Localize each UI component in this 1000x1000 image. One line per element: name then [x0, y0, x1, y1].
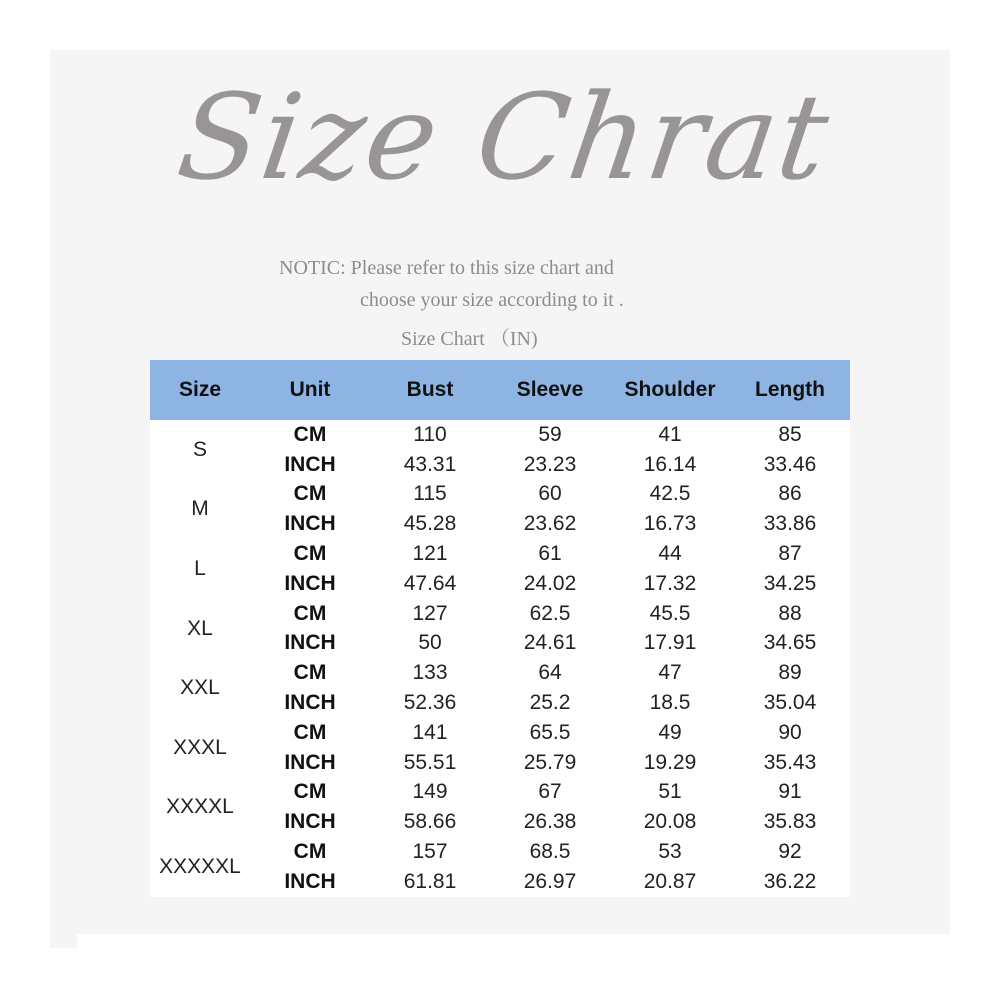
sleeve-cell: 62.5	[529, 601, 571, 625]
sleeve-cell: 23.23	[523, 452, 577, 476]
table-row	[150, 867, 850, 897]
length-cell: 36.22	[763, 869, 817, 893]
bust-cell: 50	[418, 631, 442, 655]
table-row	[150, 688, 850, 718]
unit-cell: INCH	[284, 869, 336, 893]
length-cell: 89	[778, 661, 802, 685]
size-label-cell: XXXL	[173, 735, 227, 759]
bust-cell: 55.51	[403, 750, 457, 774]
shoulder-cell: 19.29	[643, 750, 697, 774]
length-cell: 92	[778, 840, 802, 864]
length-cell: 35.83	[763, 810, 817, 834]
unit-cell: CM	[293, 542, 327, 566]
sleeve-cell: 60	[538, 482, 562, 506]
unit-cell: CM	[293, 661, 327, 685]
header-size: Size	[150, 360, 250, 420]
bust-cell: 141	[412, 720, 448, 744]
bust-cell: 110	[413, 422, 447, 446]
sleeve-cell: 68.5	[529, 840, 571, 864]
table-row	[150, 837, 850, 867]
shoulder-cell: 45.5	[649, 601, 691, 625]
size-table	[150, 360, 850, 897]
size-label-cell: M	[191, 497, 209, 521]
bust-cell: 47.64	[403, 571, 457, 595]
bust-cell: 121	[412, 542, 448, 566]
length-cell: 33.46	[763, 452, 817, 476]
table-header-row	[150, 360, 850, 420]
bottom-strip	[77, 934, 950, 948]
table-body	[150, 420, 850, 897]
unit-cell: CM	[293, 720, 327, 744]
notice-line-2: choose your size according to it .	[360, 289, 624, 311]
length-cell: 35.04	[763, 691, 817, 715]
length-cell: 34.25	[763, 571, 817, 595]
shoulder-cell: 20.87	[643, 869, 697, 893]
shoulder-cell: 20.08	[643, 810, 697, 834]
table-row	[150, 509, 850, 539]
bust-cell: 61.81	[403, 869, 457, 893]
shoulder-cell: 53	[658, 840, 682, 864]
bust-cell: 52.36	[403, 691, 457, 715]
sleeve-cell: 26.97	[523, 869, 577, 893]
table-row	[150, 778, 850, 808]
bust-cell: 127	[412, 601, 448, 625]
bust-cell: 133	[412, 661, 448, 685]
table-row	[150, 658, 850, 688]
table-header	[150, 360, 850, 420]
shoulder-cell: 16.14	[643, 452, 697, 476]
notice-line-1: NOTIC: Please refer to this size chart and	[279, 257, 614, 279]
unit-cell: CM	[293, 780, 327, 804]
shoulder-cell: 18.5	[649, 691, 691, 715]
sleeve-cell: 26.38	[523, 810, 577, 834]
table-row	[150, 450, 850, 480]
shoulder-cell: 51	[658, 780, 682, 804]
shoulder-cell: 16.73	[643, 512, 697, 536]
header-shoulder: Shoulder	[610, 360, 730, 420]
unit-cell: INCH	[284, 512, 336, 536]
shoulder-cell: 44	[658, 542, 682, 566]
sleeve-cell: 64	[538, 661, 562, 685]
bust-cell: 58.66	[403, 810, 457, 834]
unit-cell: CM	[293, 482, 327, 506]
header-unit: Unit	[250, 360, 370, 420]
length-cell: 86	[778, 482, 802, 506]
table-row	[150, 569, 850, 599]
size-label-cell: XL	[187, 616, 213, 640]
sleeve-cell: 61	[538, 542, 562, 566]
shoulder-cell: 17.91	[643, 631, 697, 655]
sleeve-cell: 67	[538, 780, 562, 804]
bust-cell: 157	[412, 840, 448, 864]
table-row	[150, 629, 850, 659]
bust-cell: 115	[413, 482, 447, 506]
unit-cell: CM	[293, 422, 327, 446]
table-row	[150, 807, 850, 837]
shoulder-cell: 47	[658, 661, 682, 685]
length-cell: 35.43	[763, 750, 817, 774]
length-cell: 85	[778, 422, 802, 446]
size-label-cell: XXXXXL	[159, 854, 241, 878]
length-cell: 88	[778, 601, 802, 625]
size-label-cell: L	[194, 556, 206, 580]
table-row	[150, 599, 850, 629]
sleeve-cell: 24.61	[523, 631, 577, 655]
sleeve-cell: 25.2	[529, 691, 571, 715]
size-label-cell: S	[192, 437, 207, 461]
table-row	[150, 480, 850, 510]
bust-cell: 45.28	[403, 512, 457, 536]
bust-cell: 149	[412, 780, 448, 804]
shoulder-cell: 49	[658, 720, 682, 744]
length-cell: 33.86	[763, 512, 817, 536]
table-row	[150, 539, 850, 569]
sleeve-cell: 25.79	[523, 750, 577, 774]
table-row	[150, 748, 850, 778]
sleeve-cell: 59	[538, 422, 562, 446]
shoulder-cell: 41	[658, 422, 682, 446]
unit-cell: INCH	[284, 452, 336, 476]
length-cell: 87	[778, 542, 802, 566]
length-cell: 34.65	[763, 631, 817, 655]
header-bust: Bust	[370, 360, 490, 420]
length-cell: 91	[778, 780, 802, 804]
unit-cell: INCH	[284, 810, 336, 834]
unit-cell: CM	[293, 601, 327, 625]
shoulder-cell: 42.5	[649, 482, 691, 506]
size-label-cell: XXL	[180, 676, 220, 700]
unit-cell: INCH	[284, 571, 336, 595]
unit-cell: CM	[293, 840, 327, 864]
unit-cell: INCH	[284, 691, 336, 715]
table-row	[150, 420, 850, 450]
page-title: Size Chrat	[170, 68, 839, 206]
notice-line-3: Size Chart （IN)	[401, 328, 538, 350]
shoulder-cell: 17.32	[643, 571, 697, 595]
length-cell: 90	[778, 720, 802, 744]
sleeve-cell: 24.02	[523, 571, 577, 595]
unit-cell: INCH	[284, 750, 336, 774]
sleeve-cell: 65.5	[529, 720, 571, 744]
unit-cell: INCH	[284, 631, 336, 655]
table-row	[150, 718, 850, 748]
sleeve-cell: 23.62	[523, 512, 577, 536]
header-length: Length	[730, 360, 850, 420]
bust-cell: 43.31	[403, 452, 457, 476]
header-sleeve: Sleeve	[490, 360, 610, 420]
size-label-cell: XXXXL	[166, 795, 234, 819]
